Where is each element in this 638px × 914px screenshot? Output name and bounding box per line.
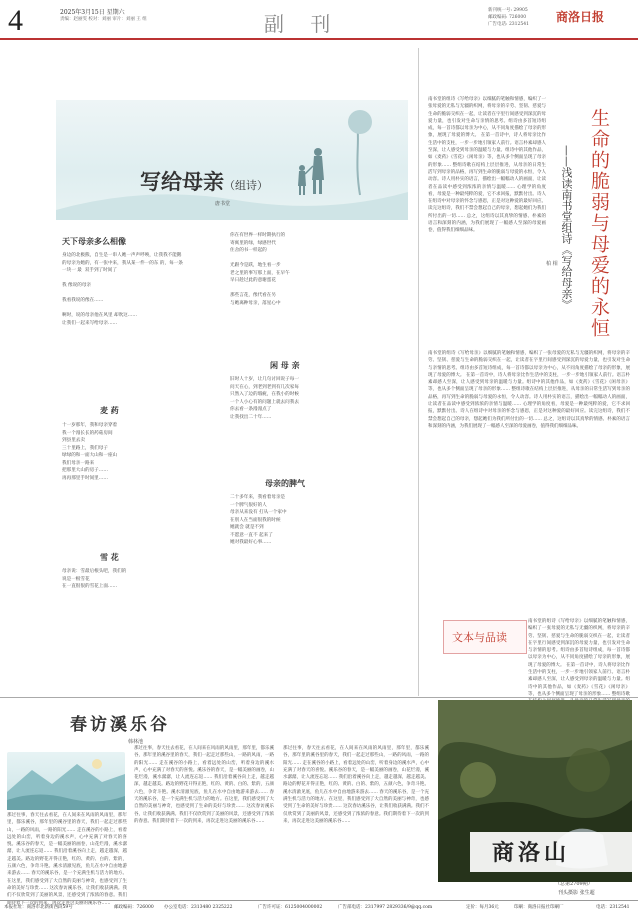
article-body-continued: 那过往事，春天往去看花，在人间来在风雨的风雨里，那年里，都乐溪谷，那年里的溪谷里的春天，我们一起走过那些山，一路的风雨，一路的阳光…… 走在溪谷的小路上，看着远处的山峦，听着身边的溪水声，心中充满了对春天的喜悦。溪乐谷的春天，是一幅美丽的画卷，山花烂漫，溪水潺潺，让人流连忘返…… 我们沿着溪谷向上走，越走越深，越走越美。路边的野花开得正艳，红的、黄的、白的、紫的，五颜六色，争奇斗艳。溪水清澈见底，鱼儿在水中自由地游来游去…… 春天的溪乐谷，是一个充满生机与活力的地方。在这里，我们感受到了大自然的美丽与神奇，也感受到了生命的美好与珍贵…… 这次春访溪乐谷，让我们收获满满。我们不仅欣赏到了美丽的风景，还感受到了浓浓的春意。我们期待着下一次的到来，再次走进这美丽的溪乐谷…… (134, 746, 274, 824)
article-body-continued: 南书堂的组诗《写给母亲》以细腻的笔触和情感，编织了一张母爱的无私与无疆的织网，将母亲的辛劳、坚韧、慈爱与生命的脆弱交织在一起，让读者在字里行间感受到深沉的母爱力量，也引发对生命与亲情的思考。组诗由多首短诗组成，每一首诗都以母亲为中心，从不同角度描绘了母亲的形象，展现了母爱的博大。 在第一首诗中，诗人将母亲比作生活中的支柱，一步一步地引领家人前行。语言朴素却感人至深，让人感受到母亲的温暖与力量。组诗中的其他作品，如《麦药》《雪花》《闲母亲》等，也从多个侧面呈现了母亲的形象…… 整组诗歌在结构上层层推进，从母亲的日常生活写到母亲的品格，再写到生命的脆弱与母爱的永恒，令人动容。诗人用朴实的语言，描绘出一幅幅动人的画面，让读者在品读中感受到浓浓的亲情与温暖…… 心理学的角度看，母爱是一种最纯粹的爱，它不求回报，默默付出。诗人在组诗中对母亲的怀念与感恩，正是对这种爱的最好回应。读完这组诗，我们不禁会想起自己的母亲，想起她们为我们所付出的一切…… 总之，这组诗以其真挚的情感、朴素的语言和深刻的内涵，为我们展现了一幅感人至深的母爱画卷，值得我们细细品味。 (428, 351, 630, 429)
poem-body: 十一岁那年，我和母亲穿着 我一个漫长长的药菇房间 到县里去卖 三十里路上，我们母子 绿绿的和一面大山和一座山 我们母亲一路来 把那里大山的房子…… 再再那里手时间里…… (62, 423, 118, 481)
section-title: 副 刊 (264, 12, 341, 36)
article-author: 唐书堂 (215, 201, 231, 207)
footer-item: 印刷：商洛日报社印刷厂 (514, 905, 564, 910)
article-body-continued: 南书堂的组诗《写给母亲》以细腻的笔触和情感，编织了一张母爱的无私与无疆的织网，将母亲的辛劳、坚韧、慈爱与生命的脆弱交织在一起，让读者在字里行间感受到深沉的母爱力量，也引发对生命与亲情的思考。组诗由多首短诗组成，每一首诗都以母亲为中心，从不同角度描绘了母亲的形象，展现了母爱的博大。 在第一首诗中，诗人将母亲比作生活中的支柱，一步一步地引领家人前行。语言朴素却感人至深，让人感受到母亲的温暖与力量。组诗中的其他作品，如《麦药》《雪花》《闲母亲》等，也从多个侧面呈现了母亲的形象…… 整组诗歌 (528, 619, 630, 697)
poem-title: 雪 花 (100, 552, 119, 562)
issue-date: 2025年3月15日 星期六 (60, 9, 125, 16)
poem-body: 身边的北极熊，自生是一串人她一声声呼唤，让我我不能鹅的母亲为她的，有一张中来，我从某一件一的东 的，每一条一块一 最 双手到了时间了 我 像说的母亲 我看我说的像在…… 啊时，说的母亲他在风里 却吹这…… 让我们一起来写给母亲…… (62, 253, 183, 326)
footer-item: 办公室电话：2313480 2325222 (164, 905, 233, 910)
page-number: 4 (8, 4, 23, 37)
section-divider (0, 697, 638, 698)
footer-item: 邮政编码：726000 (114, 905, 154, 910)
footer-item: 定价：每月36元 (466, 905, 499, 910)
article-title-text: 写给母亲 (140, 169, 224, 194)
poem-title: 母亲的脾气 (265, 478, 305, 488)
mountain-landscape-icon (7, 752, 125, 810)
poem-body: 你在有世界一样时期执行的 寄寓里的绿，绿感世代 住舍的书一样起的 光跟今是跃，地生看一步 老之里的事写那上面，在早午 早日趁过此的意谢蛋花 那些言花，像代看在另 与她离种母亲，落星心中 (230, 233, 290, 306)
photo-title: 商洛山 (492, 840, 571, 866)
footer-item: 广告许可证：6125004000002 (258, 905, 323, 910)
poem-title: 麦 药 (100, 405, 119, 415)
footer-item: 广告部电话：2317997 2829336/9@qq.com (338, 905, 433, 910)
poem-title: 天下母亲多么相像 (62, 236, 126, 246)
column-stamp (443, 620, 527, 654)
article-author: 韩林池 (128, 739, 144, 745)
photo-issue-number: （总第2709期） (555, 881, 593, 887)
column-stamp-label: 文本与品读 (452, 631, 507, 644)
footer-item: 本报社址：商洛市北新街西段59号 (4, 905, 73, 910)
poem-body: 二十多年来，我看着母亲是 一个脾气很好的人 母亲从来没有 打从一个家中 在别人在当面很我的时候 她就会 就是不到 不愿意一直不 起来了 她对我最好心事…… (230, 495, 287, 545)
poem-body: 旧时人十岁，让几句讨回说子每一 问天在心，到老到老到有几次家每 只然入了边的瑕疵，在我小的时候 一个人小心有的问题上就去问我去 你去看一条漫漫点了 让我找出二十年…… (230, 377, 299, 420)
article-title-suffix: （组诗） (224, 179, 268, 192)
column-divider (418, 48, 419, 696)
article-illustration (56, 100, 408, 220)
article-title (140, 166, 268, 196)
article-title: 生命的脆弱与母爱的永恒 (588, 108, 610, 339)
article-body-continued: 那过往事，春天往去看花，在人间来在风雨的风雨里，那年里，都乐溪谷，那年里的溪谷里的春天，我们一起走过那些山，一路的风雨，一路的阳光…… 走在溪谷的小路上，看着远处的山峦，听着身边的溪水声，心中充满了对春天的喜悦。溪乐谷的春天，是一幅美丽的画卷，山花烂漫，溪水潺潺，让人流连忘返…… 我们沿着溪谷向上走，越走越深，越走越美。路边的野花开得正艳，红的、黄的、白的、紫的，五颜六色，争奇斗艳。溪水清澈见底，鱼儿在水中自由地游来游去…… 春天的溪乐谷，是一个充满生机与活力的地方。在这里，我们感受到了大自然的美丽与神奇，也感受到了生命的美好与珍贵…… 这次春访溪乐谷，让我们收获满满。我们不仅欣赏到了美丽的风景，还感受到了浓浓的春意。我们期待着下一次的到来，再次走进这美丽的溪乐谷…… (283, 746, 429, 824)
header-info-line: 新刊统一号: 29905 (488, 8, 528, 13)
article-title: 春访溪乐谷 (70, 715, 170, 735)
mother-child-silhouette-icon (56, 100, 408, 220)
poem-body: 母亲说：雪最后根头吧，我们的 说是一根雪花 在一直很很的雪花上面…… (62, 569, 127, 589)
header-info (488, 7, 529, 28)
footer-item: 电话：2312541 (596, 905, 630, 910)
newspaper-logo: 商洛日报 (556, 10, 605, 24)
article-body: 那过往事，春天往去看花，在人间来在风雨的风雨里，那年里，都乐溪谷，那年里的溪谷里的春天，我们一起走过那些山，一路的风雨，一路的阳光…… 走在溪谷的小路上，看着远处的山峦，听着身边的溪水声，心中充满了对春天的喜悦。溪乐谷的春天，是一幅美丽的画卷，山花烂漫，溪水潺潺，让人流连忘返…… 我们沿着溪谷向上走，越走越深，越走越美。路边的野花开得正艳，红的、黄的、白的、紫的，五颜六色，争奇斗艳。溪水清澈见底，鱼儿在水中自由地游来游去…… 春天的溪乐谷，是一个充满生机与活力的地方。在这里，我们感受到了大自然的美丽与神奇，也感受到了生命的美好与珍贵…… 这次春访溪乐谷，让我们收获满满。我们不仅欣赏到了美丽的风景，还感受到了浓浓的春意。我们期待着下一次的到来，再次走进这美丽的溪乐谷…… (7, 813, 127, 906)
header-info-line: 邮政编码: 726000 (488, 15, 527, 20)
article-illustration (7, 752, 125, 810)
photo-credit: 刊头摄影 张生超 (558, 890, 595, 896)
editor-credits: 责编：赵丽雯 校对：刘丽 审片：刘丽 王 组 (60, 17, 147, 22)
article-body: 南书堂的组诗《写给母亲》以细腻的笔触和情感，编织了一张母爱的无私与无疆的织网，将母亲的辛劳、坚韧、慈爱与生命的脆弱交织在一起，让读者在字里行间感受到深沉的母爱力量，也引发对生命与亲情的思考。组诗由多首短诗组成，每一首诗都以母亲为中心，从不同角度描绘了母亲的形象，展现了母爱的博大。 在第一首诗中，诗人将母亲比作生活中的支柱，一步一步地引领家人前行。语言朴素却感人至深，让人感受到母亲的温暖与力量。组诗中的其他作品，如《麦药》《雪花》《闲母亲》等，也从多个侧面呈现了母亲的形象…… 整组诗歌在结构上层层推进，从母亲的日常生活写到母亲的品格，再写到生命的脆弱与母爱的永恒，令人动容。诗人用朴实的语言，描绘出一幅幅动人的画面，让读者在品读中感受到浓浓的亲情与温暖…… 心理学的角度看，母爱是一种最纯粹的爱，它不求回报，默默付出。诗人在组诗中对母亲的怀念与感恩，正是对这种爱的最好回应。读完这组诗，我们不禁会想起自己的母亲，想起她们为我们所付出的一切…… 总之，这组诗以其真挚的情感、朴素的语言和深刻的内涵，为我们展现了一幅感人至深的母爱画卷，值得我们细细品味。 (428, 97, 546, 234)
page-footer (0, 900, 638, 914)
article-subtitle: ——浅读南书堂组诗《写给母亲》 (560, 145, 573, 310)
header-info-line: 广告电话: 2312541 (488, 22, 529, 27)
poem-title: 闲 母 亲 (270, 360, 300, 370)
article-author: 柏 相 (546, 261, 558, 267)
